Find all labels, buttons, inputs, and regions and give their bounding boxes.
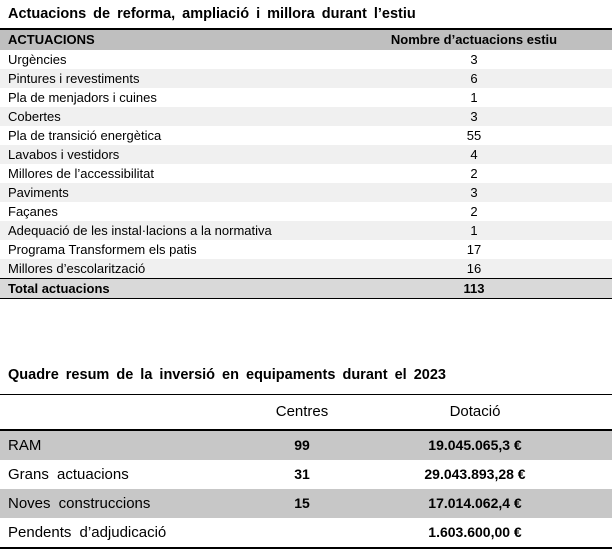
table-row (0, 107, 612, 126)
row-label: Millores de l’accessibilitat (8, 166, 154, 181)
row-label: Pendents d’adjudicació (8, 524, 167, 541)
row-label: Façanes (8, 204, 58, 219)
row-value: 3 (336, 183, 612, 202)
table-row (0, 240, 612, 259)
table-row (0, 202, 612, 221)
table2-header-empty (0, 395, 232, 431)
table-row (0, 126, 612, 145)
table-inversio (0, 394, 612, 549)
row-dotacio: 17.014.062,4 € (372, 489, 578, 518)
table2-header-row (0, 395, 612, 431)
row-value: 3 (336, 107, 612, 126)
row-label: Grans actuacions (8, 466, 129, 483)
row-value: 16 (336, 259, 612, 279)
row-value: 3 (470, 52, 478, 67)
table2-header-filler (578, 395, 612, 431)
row-label: Urgències (8, 52, 67, 67)
table-row (0, 221, 612, 240)
row-label: Pla de transició energètica (8, 128, 162, 143)
row-label: Noves construccions (0, 489, 232, 518)
table2-header-dotacio: Dotació (372, 395, 578, 431)
row-value: 2 (470, 204, 478, 219)
row-filler (578, 460, 612, 489)
table-row (0, 145, 612, 164)
row-dotacio: 1.603.600,00 € (428, 524, 522, 540)
total-value: 113 (336, 279, 612, 299)
table-row (0, 518, 612, 548)
row-dotacio: 19.045.065,3 € (372, 430, 578, 460)
row-label: Millores d’escolarització (0, 259, 336, 279)
row-label: Paviments (0, 183, 336, 202)
table2-header-centres: Centres (232, 395, 372, 431)
row-label: Programa Transformem els patis (8, 242, 197, 257)
table1-title: Actuacions de reforma, ampliació i millora durant l’estiu (8, 6, 416, 22)
row-value: 6 (336, 69, 612, 88)
table1-header-nombre: Nombre d’actuacions estiu (336, 29, 612, 50)
table-row (0, 88, 612, 107)
table-row (0, 69, 612, 88)
row-value: 1 (336, 221, 612, 240)
row-dotacio: 29.043.893,28 € (424, 466, 526, 482)
row-value: 2 (470, 166, 478, 181)
row-label: RAM (0, 430, 232, 460)
total-label: Total actuacions (0, 279, 336, 299)
row-filler (578, 489, 612, 518)
table-row (0, 430, 612, 460)
row-centres: 99 (232, 430, 372, 460)
table-row (0, 183, 612, 202)
row-value: 55 (466, 128, 482, 143)
row-value: 17 (466, 242, 482, 257)
table-row (0, 489, 612, 518)
table1-header-actuacions: ACTUACIONS (0, 29, 336, 50)
table2-title: Quadre resum de la inversió en equipaments durant el 2023 (8, 367, 446, 383)
row-value: 4 (336, 145, 612, 164)
table-actuacions (0, 28, 612, 299)
table-row (0, 259, 612, 279)
table1-total-row (0, 279, 612, 299)
row-label: Pla de menjadors i cuines (8, 90, 157, 105)
table-row (0, 460, 612, 489)
row-centres: 31 (294, 466, 310, 482)
table1-header-row (0, 29, 612, 50)
row-centres: 15 (232, 489, 372, 518)
row-label: Adequació de les instal·lacions a la normativa (0, 221, 336, 240)
row-label: Cobertes (0, 107, 336, 126)
table-row (0, 164, 612, 183)
row-label: Lavabos i vestidors (0, 145, 336, 164)
row-filler (578, 518, 612, 548)
table-row (0, 50, 612, 69)
row-filler (578, 430, 612, 460)
row-label: Pintures i revestiments (0, 69, 336, 88)
row-value: 1 (470, 90, 478, 105)
row-centres (232, 518, 372, 548)
